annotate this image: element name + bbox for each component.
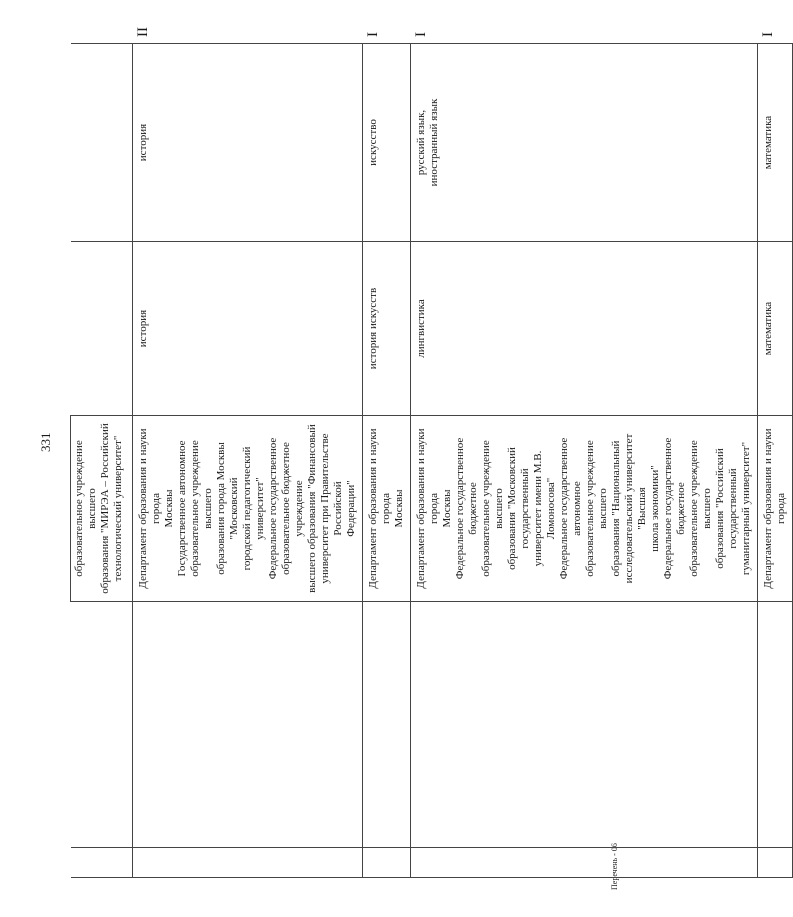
empty-cell: [133, 848, 363, 878]
organizer-cell: [133, 416, 363, 602]
empty-cell: [411, 848, 758, 878]
organizer-cell: [758, 416, 793, 602]
org-line: Департамент образования и науки города: [367, 428, 392, 589]
org-line: образовательное учреждение высшего: [688, 440, 713, 577]
profile-cell: [363, 242, 411, 416]
footer-label: Перечень - 06: [610, 843, 619, 890]
organizer-cell: [71, 416, 133, 602]
org-line: школа экономики": [649, 465, 661, 552]
empty-cell: [71, 848, 133, 878]
org-line: университет имени М.В. Ломоносова": [532, 450, 557, 567]
org-line: образования "Московский государственный: [506, 447, 531, 570]
table-row: [71, 44, 133, 878]
org-line: Федеральное государственное автономное: [558, 437, 583, 580]
org-line: образовательное бюджетное учреждение: [280, 442, 305, 575]
org-line: городской педагогический университет": [241, 446, 266, 571]
profile-cell: [133, 242, 363, 416]
subject-text: искусство: [367, 119, 379, 166]
org-line: образовательное учреждение высшего: [189, 440, 214, 577]
level-text: II: [135, 27, 151, 37]
org-line: образования "МИРЭА – Российский: [99, 423, 111, 594]
empty-cell: [71, 44, 133, 242]
org-line: гуманитарный университет": [740, 441, 752, 576]
page-number: 331: [38, 432, 53, 452]
profile-text: лингвистика: [415, 299, 427, 358]
profile-text: математика: [762, 301, 774, 356]
empty-cell: [411, 602, 758, 848]
org-line: Государственное автономное: [176, 440, 188, 577]
org-line: Департамент образования и науки города: [137, 428, 162, 589]
subject-text: математика: [762, 115, 774, 170]
table-row: [363, 44, 411, 878]
org-line: образования города Москвы "Московский: [215, 442, 240, 575]
profile-cell: [411, 242, 758, 416]
org-line: технологический университет": [112, 435, 124, 582]
org-line: Федеральное государственное бюджетное: [662, 437, 687, 580]
table-row: [133, 44, 363, 878]
empty-cell: [758, 848, 793, 878]
org-line: Департамент образования и науки города: [762, 428, 787, 589]
olympiad-table: [70, 27, 793, 878]
table-row: [758, 44, 793, 878]
empty-cell: [133, 602, 363, 848]
profile-text: история: [137, 309, 149, 348]
org-line: Москвы: [441, 489, 453, 528]
org-line: образовательное учреждение высшего: [584, 440, 609, 577]
org-line: образовательное учреждение высшего: [480, 440, 505, 577]
level-text: I: [365, 32, 381, 37]
org-line: Федерации": [345, 480, 357, 537]
organizer-cell: [363, 416, 411, 602]
org-line: исследовательский университет "Высшая: [623, 433, 648, 584]
table-row: [411, 44, 758, 878]
org-line: Москвы: [393, 489, 405, 528]
org-line: Федеральное государственное: [267, 437, 279, 580]
subject-text: история: [137, 123, 149, 162]
level-text: I: [760, 32, 776, 37]
profile-cell: [758, 242, 793, 416]
empty-cell: [71, 602, 133, 848]
subject-cell: [133, 44, 363, 242]
org-line: образования "Национальный: [610, 440, 622, 577]
org-line: Москвы: [163, 489, 175, 528]
organizer-cell: [411, 416, 758, 602]
empty-cell: [71, 242, 133, 416]
subject-cell: [363, 44, 411, 242]
subject-text: иностранный язык: [428, 98, 440, 187]
empty-cell: [363, 602, 411, 848]
org-line: Департамент образования и науки города: [415, 428, 440, 589]
profile-text: история искусств: [367, 287, 379, 370]
subject-text: русский язык,: [415, 109, 427, 176]
empty-cell: [758, 602, 793, 848]
empty-cell: [363, 848, 411, 878]
org-line: образовательное учреждение высшего: [73, 440, 98, 577]
org-line: Федеральное государственное бюджетное: [454, 437, 479, 580]
subject-cell: [411, 44, 758, 242]
org-line: университет при Правительстве Российской: [319, 433, 344, 584]
level-text: I: [413, 32, 429, 37]
org-line: высшего образования "Финансовый: [306, 424, 318, 593]
subject-cell: [758, 44, 793, 242]
org-line: образования "Российский государственный: [714, 448, 739, 569]
